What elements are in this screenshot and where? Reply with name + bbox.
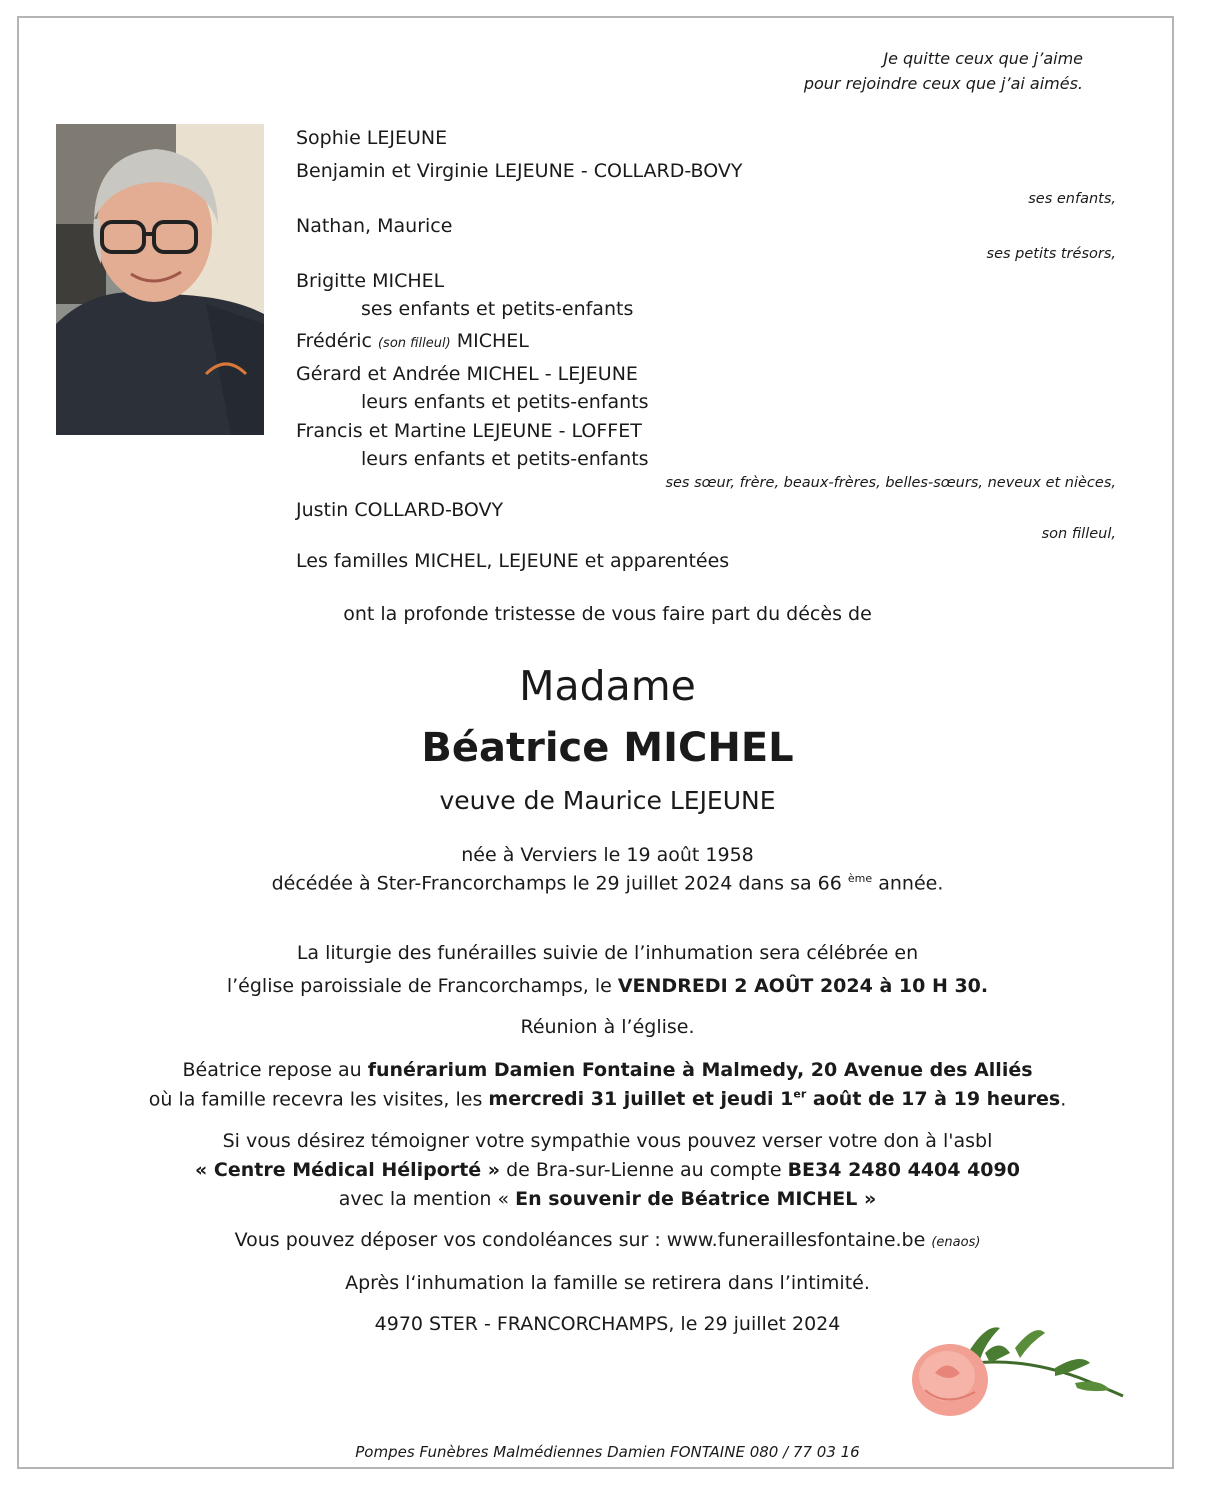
visits-line-2 [0, 1088, 1215, 1110]
epigraph [804, 46, 1083, 96]
donation-line-2 [0, 1159, 1215, 1181]
family-member-gerard: Gérard et Andrée MICHEL - LEJEUNE [296, 363, 638, 385]
ceremony-line-2 [0, 975, 1215, 997]
frederic-note: (son filleul) [377, 336, 451, 351]
relation-treasures: ses petits trésors, [986, 246, 1116, 262]
family-others: Les familles MICHEL, LEJEUNE et apparentées [296, 550, 730, 572]
family-member-justin: Justin COLLARD-BOVY [296, 499, 504, 521]
visits-line-1 [0, 1059, 1215, 1081]
visits-hours: août de 17 à 19 heures [812, 1088, 1061, 1111]
place-and-date: 4970 STER - FRANCORCHAMPS, le 29 juillet 2024 [374, 1313, 841, 1335]
condolences-line [0, 1229, 1215, 1251]
after-burial-note: Après l‘inhumation la famille se retirera dans l’intimité. [345, 1272, 870, 1294]
relation-siblings: ses sœur, frère, beaux-frères, belles-sœurs, neveux et nièces, [665, 475, 1116, 491]
epigraph-line-2: pour rejoindre ceux que j’ai aimés. [803, 74, 1083, 93]
family-member-nathan: Nathan, Maurice [296, 215, 453, 237]
frederic-first-name: Frédéric [296, 330, 372, 352]
family-brigitte-descendants: ses enfants et petits-enfants [361, 298, 634, 320]
portrait-photo [56, 124, 264, 435]
family-member-benjamin: Benjamin et Virginie LEJEUNE - COLLARD-BOVY [296, 160, 743, 182]
visits-ordinal: er [793, 1088, 807, 1101]
frederic-last-name: MICHEL [456, 330, 529, 352]
family-gerard-descendants: leurs enfants et petits-enfants [361, 391, 649, 413]
ceremony-line-1: La liturgie des funérailles suivie de l’inhumation sera célébrée en [296, 942, 919, 964]
footer-funeral-home: Pompes Funèbres Malmédiennes Damien FONTAINE 080 / 77 03 16 [355, 1443, 860, 1461]
ceremony-reunion: Réunion à l’église. [520, 1016, 695, 1038]
family-member-frederic [296, 330, 529, 352]
death-info-ordinal: ème [847, 872, 873, 885]
donation-mention: En souvenir de Béatrice MICHEL » [515, 1188, 877, 1210]
death-info [0, 872, 1215, 894]
ceremony-place: l’église paroissiale de Francorchamps, le [226, 975, 612, 997]
relation-godson: son filleul, [1041, 526, 1116, 542]
visits-funeral-home: funérarium Damien Fontaine à Malmedy, 20 Avenue des Alliés [367, 1059, 1033, 1081]
death-info-text: décédée à Ster-Francorchamps le 29 juillet 2024 dans sa 66 [271, 872, 842, 895]
condolences-text: Vous pouvez déposer vos condoléances sur : www.funeraillesfontaine.be [234, 1229, 926, 1251]
ceremony-date: VENDREDI 2 AOÛT 2024 à 10 H 30. [617, 975, 989, 997]
donation-charity: « Centre Médical Héliporté » [195, 1159, 501, 1181]
donation-line-3 [0, 1188, 1215, 1210]
deceased-name: Béatrice MICHEL [421, 725, 794, 771]
deceased-widow-of: veuve de Maurice LEJEUNE [439, 786, 776, 815]
deceased-title: Madame [519, 662, 696, 710]
death-info-year-word: année. [878, 872, 944, 895]
rose-icon [905, 1318, 1130, 1428]
visits-intro: Béatrice repose au [182, 1059, 362, 1081]
donation-line-1: Si vous désirez témoigner votre sympathie vous pouvez verser votre don à l'asbl [222, 1130, 993, 1152]
donation-account: BE34 2480 4404 4090 [787, 1159, 1020, 1181]
family-member-brigitte: Brigitte MICHEL [296, 270, 445, 292]
visits-period: . [1060, 1088, 1067, 1111]
visits-days: mercredi 31 juillet et jeudi 1 [488, 1088, 794, 1111]
announcement: ont la profonde tristesse de vous faire part du décès de [343, 603, 872, 625]
family-member-sophie: Sophie LEJEUNE [296, 127, 448, 149]
epigraph-line-1: Je quitte ceux que j’aime [883, 49, 1083, 68]
visits-text: où la famille recevra les visites, les [148, 1088, 483, 1111]
condolences-note: (enaos) [931, 1235, 981, 1250]
relation-children: ses enfants, [1028, 191, 1116, 207]
donation-text: de Bra-sur-Lienne au compte [506, 1159, 782, 1181]
donation-mention-label: avec la mention « [338, 1188, 510, 1210]
family-francis-descendants: leurs enfants et petits-enfants [361, 448, 649, 470]
family-member-francis: Francis et Martine LEJEUNE - LOFFET [296, 420, 642, 442]
visits-dates [488, 1088, 1060, 1110]
birth-info: née à Verviers le 19 août 1958 [461, 844, 754, 866]
